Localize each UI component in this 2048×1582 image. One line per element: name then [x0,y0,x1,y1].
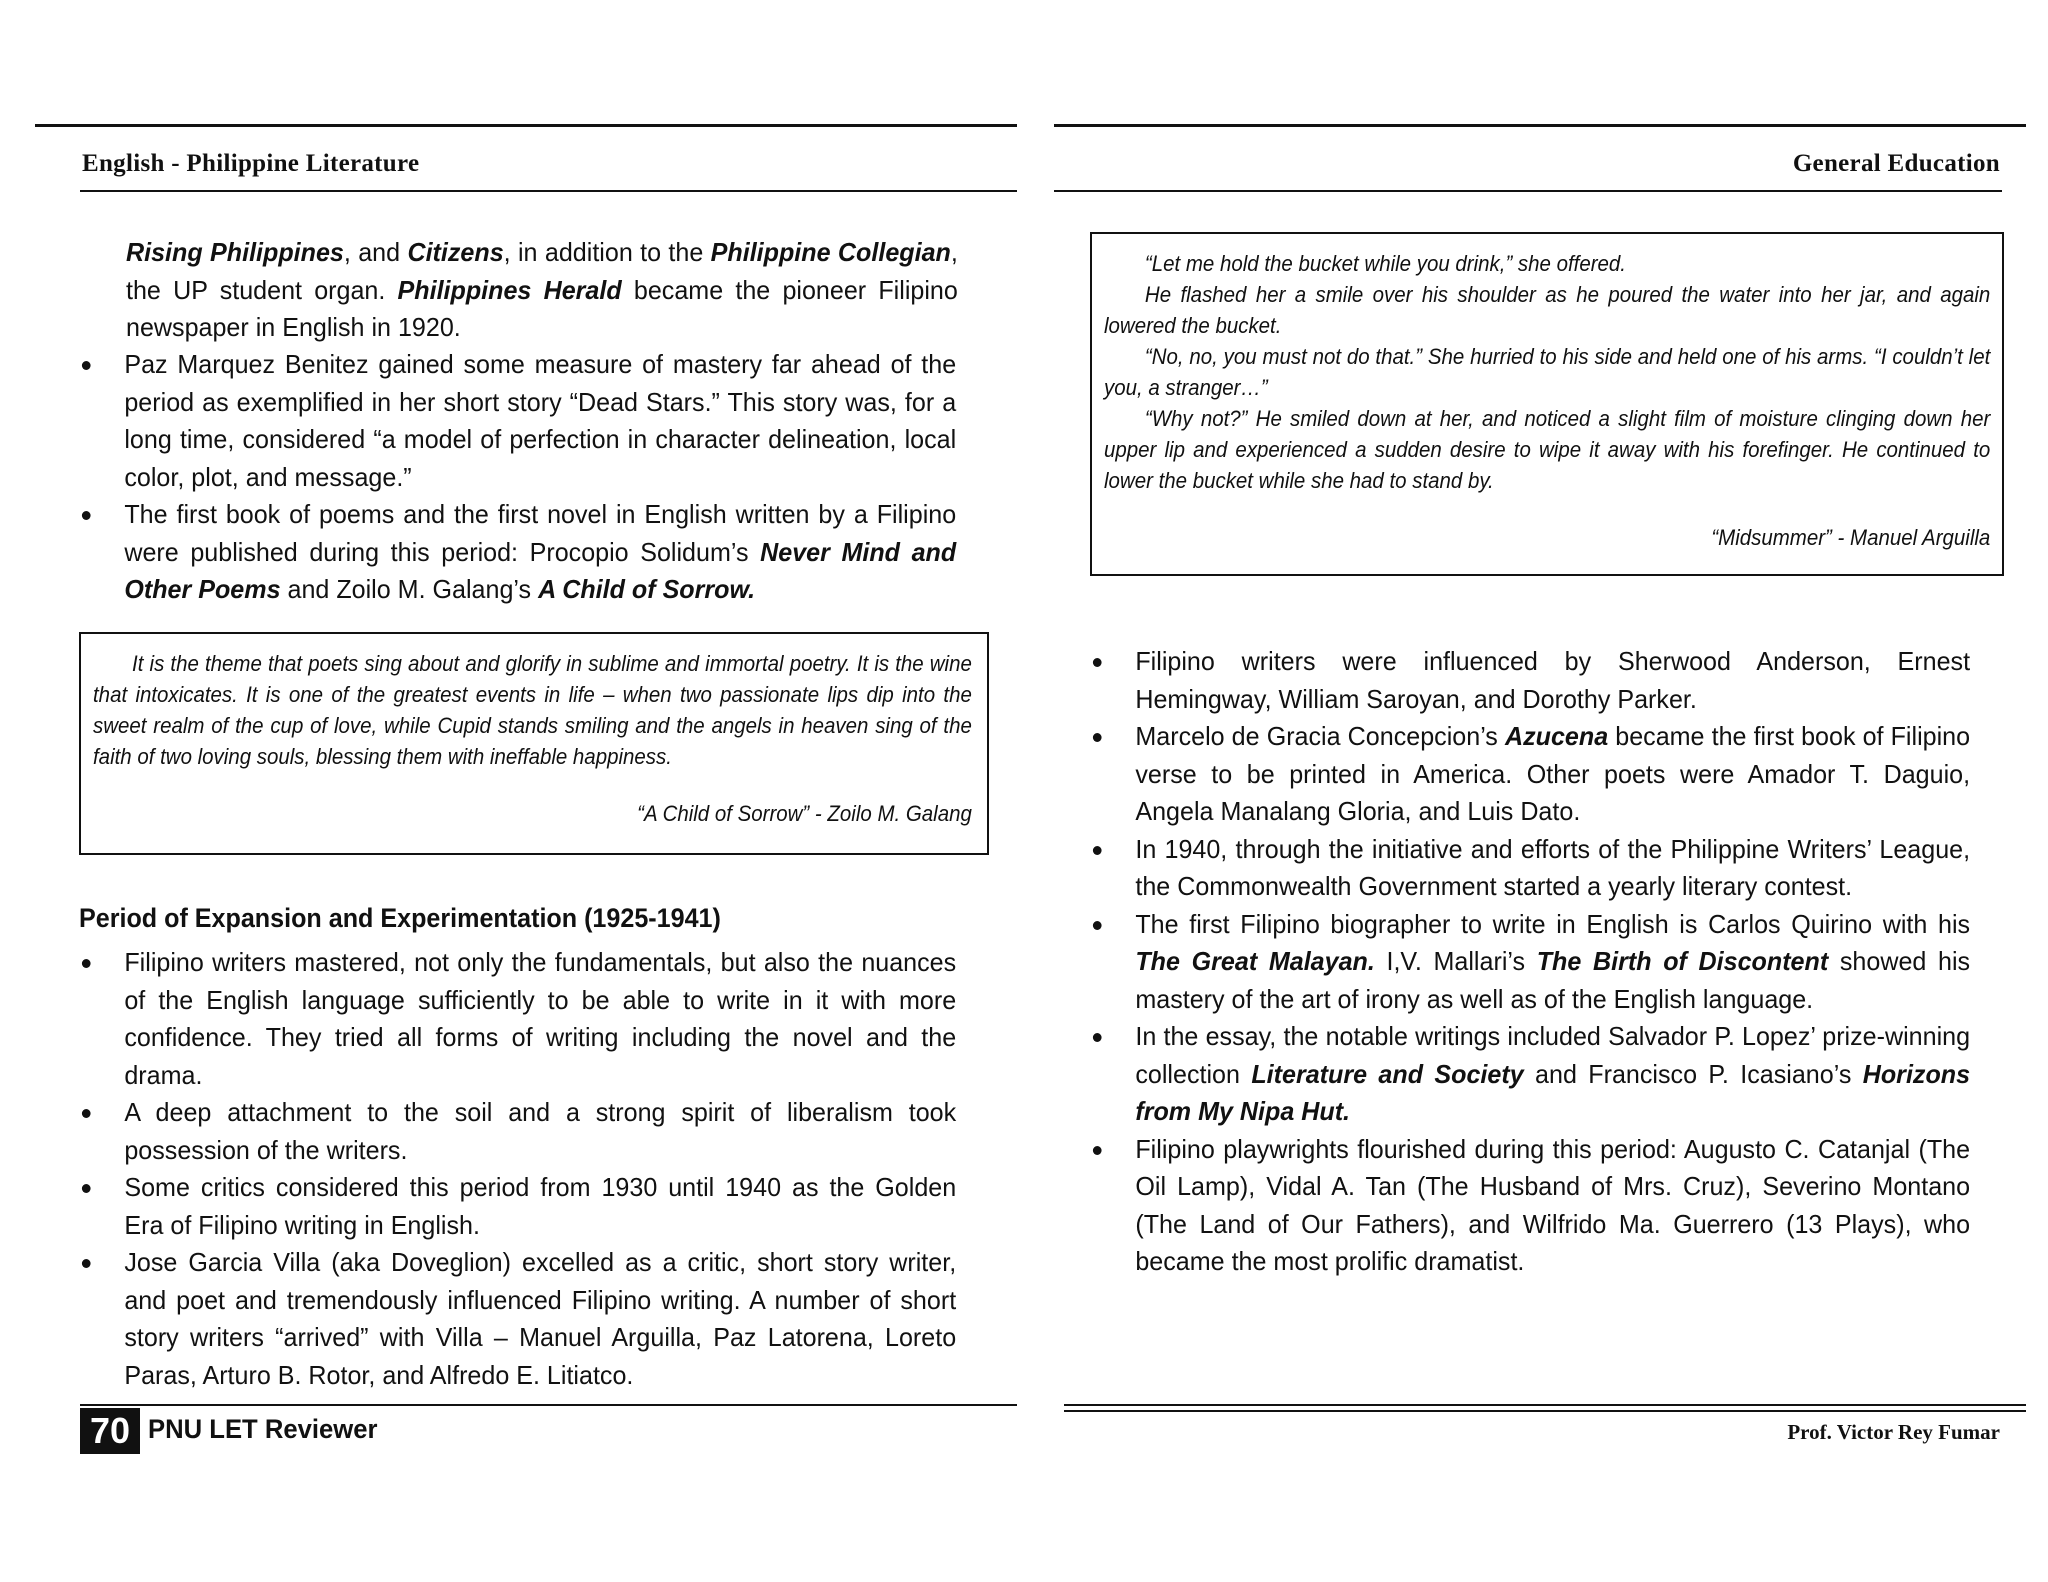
intro-paragraph [126,234,958,347]
list-item: Filipino playwrights flourished during this period: Augusto C. Catanjal (The Oil Lamp), Vidal A. Tan (The Husband of Mrs. Cruz), Severino Montano (The Land of Our Fathers), and Wilfrido Ma. Guerrero (13 Plays), who became the most prolific dramatist. [1090,1131,1970,1281]
intro-text: , the UP student organ. [126,237,958,305]
list-item: Some critics considered this period from 1930 until 1940 as the Golden Era of Filipino writing in English. [79,1169,956,1244]
header-bottom-rule [1054,190,2002,192]
section-heading: Period of Expansion and Experimentation (1925-1941) [79,903,721,933]
title-never-mind: Never Mind and Other Poems [124,536,957,604]
list-item [1090,718,1970,831]
header-bottom-rule [80,190,1017,192]
title-literature-and-society: Literature and Society [1251,1058,1524,1089]
section-bullet-list [79,944,956,1394]
list-item-text: became the first book of Filipino verse to be printed in America. Other poets were Amador T. Daguio, Angela Manalang Gloria, and Luis Dato. [1135,721,1971,826]
list-item-text: I,V. Mallari’s [1374,946,1537,976]
quote-attribution: “Midsummer” - Manuel Arguilla [1711,525,1991,550]
list-item: In 1940, through the initiative and efforts of the Philippine Writers’ League, the Commonwealth Government started a yearly literary contest. [1090,831,1970,906]
intro-text: became the pioneer Filipino newspaper in English in 1920. [126,274,958,342]
header-top-rule [1054,124,2026,127]
footer-author: Prof. Victor Rey Fumar [1787,1420,2000,1444]
list-item [79,496,956,609]
title-philippines-herald: Philippines Herald [397,274,622,305]
title-citizens: Citizens [407,237,504,267]
title-philippine-collegian: Philippine Collegian [710,237,951,267]
quote-attribution: “A Child of Sorrow” - Zoilo M. Galang [637,801,972,826]
list-item-text: The first Filipino biographer to write in English is Carlos Quirino with his [1135,908,1971,939]
right-page [1024,0,2048,1582]
title-rising-philippines: Rising Philippines [126,237,344,267]
quote-line: “No, no, you must not do that.” She hurried to his side and held one of his arms. “I couldn’t let you, a stranger…” [1104,344,1991,400]
footer-rule [80,1404,1017,1406]
list-item [1090,1018,1970,1131]
intro-text: , and [343,237,408,267]
footer-rule [1064,1404,2026,1406]
list-item-text: Marcelo de Gracia Concepcion’s [1135,721,1505,751]
page-number: 70 [80,1408,140,1454]
title-birth-of-discontent: The Birth of Discontent [1536,946,1829,976]
list-item-text: showed his mastery of the art of irony as well as of the English language. [1135,946,1971,1014]
list-item-text: The first book of poems and the first novel in English written by a Filipino were published during this period: Procopio Solidum’s [124,499,957,567]
title-a-child-of-sorrow: A Child of Sorrow. [538,574,756,604]
title-horizons-from-my-nipa-hut: Horizons from My Nipa Hut. [1135,1058,1971,1126]
list-item: Filipino writers mastered, not only the fundamentals, but also the nuances of the English language sufficiently to be able to write in it with more confidence. They tried all forms of writing including the novel and the drama. [79,944,956,1094]
title-azucena: Azucena [1504,721,1609,751]
title-great-malayan: The Great Malayan. [1135,946,1375,976]
list-item: Filipino writers were influenced by Sherwood Anderson, Ernest Hemingway, William Saroyan, and Dorothy Parker. [1090,643,1970,718]
header-title: English - Philippine Literature [82,150,420,177]
left-bullet-list [79,346,956,609]
list-item-text: In the essay, the notable writings included Salvador P. Lopez’ prize-winning collection [1135,1021,1971,1089]
list-item-text: and Zoilo M. Galang’s [280,574,539,604]
quote-line: “Let me hold the bucket while you drink,” she offered. [1144,251,1626,276]
list-item: Jose Garcia Villa (aka Doveglion) excelled as a critic, short story writer, and poet and tremendously influenced Filipino writing. A number of short story writers “arrived” with Villa – Manuel Arguilla, Paz Latorena, Loreto Paras, Arturo B. Rotor, and Alfredo E. Litiatco. [79,1244,956,1394]
quote-line: He flashed her a smile over his shoulder as he poured the water into her jar, and again lowered the bucket. [1104,282,1991,338]
list-item: A deep attachment to the soil and a strong spirit of liberalism took possession of the writers. [79,1094,956,1169]
footer-rule-double [1064,1410,2026,1412]
quote-box-child-of-sorrow [79,632,989,855]
right-bullet-list [1090,643,1970,1281]
header-top-rule [35,124,1017,127]
list-item-text: and Francisco P. Icasiano’s [1523,1058,1863,1089]
footer-label: PNU LET Reviewer [148,1414,378,1444]
quote-line: “Why not?” He smiled down at her, and noticed a slight film of moisture clinging down her upper lip and experienced a sudden desire to wipe it away with his forefinger. He continued to lower the bucket while she had to stand by. [1104,406,1991,493]
list-item: Paz Marquez Benitez gained some measure of mastery far ahead of the period as exemplified in her short story “Dead Stars.” This story was, for a long time, considered “a model of perfection in character delineation, local color, plot, and message.” [79,346,956,496]
quote-box-midsummer [1090,232,2004,576]
quote-text: It is the theme that poets sing about and glorify in sublime and immortal poetry. It is the wine that intoxicates. It is one of the greatest events in life – when two passionate lips dip into the sweet realm of the cup of love, while Cupid stands smiling and the angels in heaven sing of the faith of two loving souls, blessing them with ineffable happiness. [93,651,972,769]
list-item [1090,906,1970,1019]
intro-text: , in addition to the [503,237,711,267]
header-title: General Education [1792,150,2000,177]
